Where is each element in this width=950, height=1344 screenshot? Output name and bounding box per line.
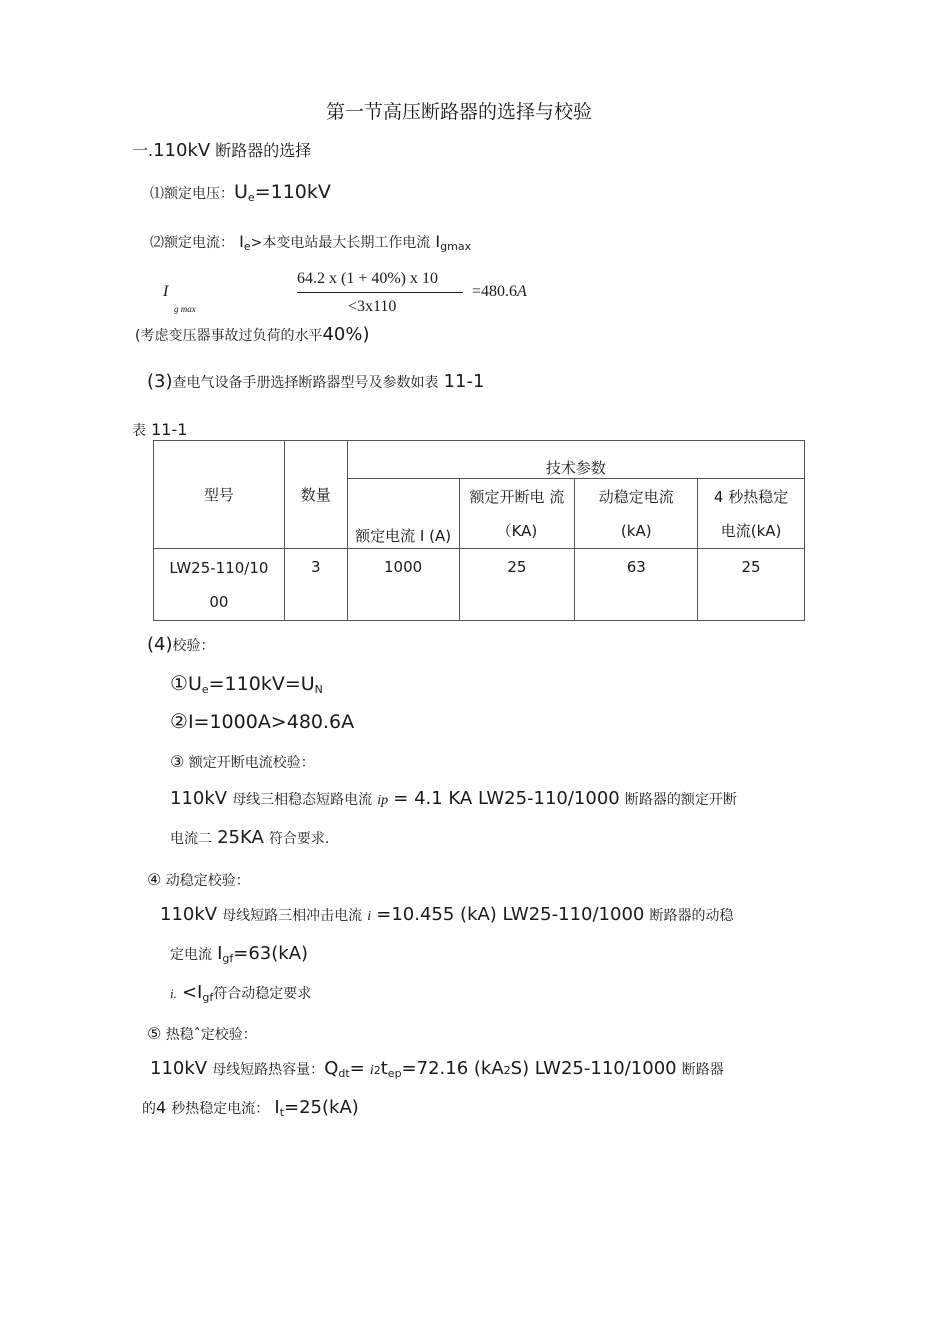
- check-dynamic-heading: ④ 动稳定校验：: [147, 870, 250, 889]
- header-thermal-current: 4 秒热稳定 电流(kA): [698, 479, 805, 549]
- header-breaking-current: 额定开断电 流 （KA): [459, 479, 575, 549]
- check-dynamic-line3: i. $<I_{gf}$符合动稳定要求: [170, 982, 312, 1004]
- breaker-parameter-table: [153, 440, 805, 621]
- selection-line: (3)查电气设备手册选择断路器型号及参数如表 11-1: [147, 371, 485, 392]
- table-row: [154, 549, 805, 621]
- formula-denominator: <3x110: [348, 298, 397, 315]
- header-dynamic-current: 动稳定电流 (kA): [575, 479, 698, 549]
- cell-thermal-current: 25: [698, 549, 805, 621]
- check-thermal-heading: ⑤ 热稳ˆ定校验：: [147, 1024, 257, 1043]
- header-quantity: 数量: [284, 441, 347, 549]
- rated-current-line: ⑵额定电流： $I_e>$本变电站最大长期工作电流 $I_{gmax}$: [150, 232, 472, 253]
- check-breaking-line1: 110kV 母线三相稳态短路电流 ip = 4.1 KA LW25-110/1000 断路器的额定开断: [170, 788, 737, 809]
- formula-result: =480.6A: [472, 283, 527, 300]
- cell-rated-current: 1000: [347, 549, 459, 621]
- table-caption: 表 11-1: [132, 420, 188, 439]
- formula-lhs-sub: g max: [174, 304, 196, 314]
- check-heading: (4)校验：: [147, 634, 215, 655]
- header-model: 型号: [154, 441, 285, 549]
- cell-quantity: 3: [284, 549, 347, 621]
- cell-model: LW25-110/10 00: [154, 549, 285, 621]
- check-dynamic-line1: 110kV 母线短路三相冲击电流 i =10.455 (kA) LW25-110/1000 断路器的动稳: [160, 904, 734, 925]
- header-rated-current: 额定电流 I (A): [347, 479, 459, 549]
- section-heading: 一.110kV 断路器的选择: [132, 140, 312, 161]
- cell-dynamic-current: 63: [575, 549, 698, 621]
- check-breaking-line2: 电流二 25KA 符合要求.: [170, 827, 330, 848]
- check-dynamic-line2: 定电流 $I_{gf}=63(kA)$: [170, 943, 309, 965]
- cell-breaking-current: 25: [459, 549, 575, 621]
- formula-numerator: 64.2 x (1 + 40%) x 10: [297, 270, 439, 287]
- check-current: ②I=1000A>480.6A: [170, 709, 355, 733]
- rated-voltage-line: ⑴额定电压：$U_e=110kV$: [150, 181, 331, 204]
- formula-lhs: I: [163, 283, 169, 300]
- check-breaking-heading: ③ 额定开断电流校验：: [170, 752, 315, 771]
- check-thermal-line2: 的4 秒热稳定电流： $I_t=25(kA)$: [142, 1097, 359, 1119]
- header-tech-params: 技术参数: [347, 441, 804, 479]
- fraction-bar: [297, 292, 463, 293]
- check-thermal-line1: 110kV 母线短路热容量：$Q_{dt}= i2t_{ep}=72.16$ (kA2S) LW25-110/1000 断路器: [150, 1058, 724, 1080]
- page-title: 第一节高压断路器的选择与校验: [326, 101, 593, 123]
- overload-note: (考虑变压器事故过负荷的水平40%): [135, 324, 370, 345]
- check-voltage: $①U_e=110kV=U_N$: [170, 671, 323, 696]
